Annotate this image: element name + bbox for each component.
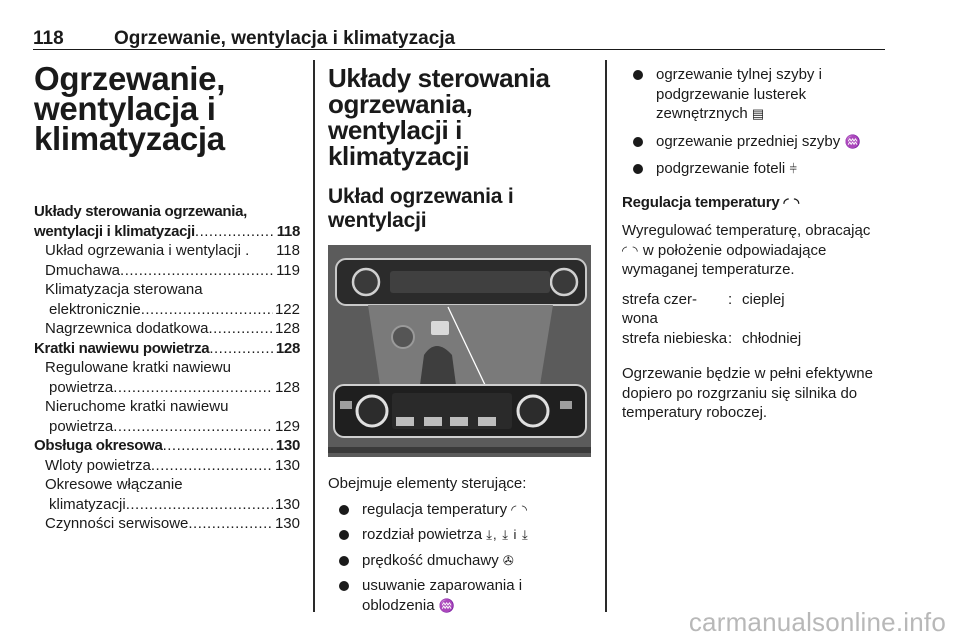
subsection-heading: Układ ogrzewania i wentylacji <box>328 185 514 232</box>
list-item: rozdział powietrza ⤓, ⤓ i ⤓ <box>328 525 592 545</box>
toc-section-entry[interactable]: Obsługa okresowa ..... 130 <box>34 436 300 456</box>
toc-section-entry[interactable]: Kratki nawiewu powietrza ..... 128 <box>34 339 300 359</box>
toc-section-entry[interactable]: wentylacji i klimatyzacji ..... 118 <box>34 222 300 242</box>
temperature-instructions: Wyregulować temperaturę, obracając ◜ ◝ w położenie odpowiadające wymaganej temperaturze. <box>622 222 871 278</box>
toc-item[interactable]: klimatyzacji ..... 130 <box>34 495 300 515</box>
toc-item[interactable]: Czynności serwisowe ..... 130 <box>34 514 300 534</box>
toc-item-line: Klimatyzacja sterowana <box>45 281 203 298</box>
column-divider-1 <box>313 60 315 612</box>
bullet-icon <box>339 530 349 540</box>
section-heading: Układy sterowania ogrzewania, wentylacji i klimatyzacji <box>328 63 550 171</box>
table-of-contents <box>34 202 300 534</box>
temperature-dial-icon: ◜ ◝ <box>783 194 801 210</box>
temperature-dial-icon: ◜ ◝ <box>511 501 528 517</box>
list-item: prędkość dmuchawy ✇ <box>328 551 592 571</box>
controls-column <box>328 60 592 615</box>
watermark: carmanualsonline.info <box>688 607 946 637</box>
temperature-column <box>622 60 888 423</box>
toc-item[interactable]: powietrza ..... 128 <box>34 378 300 398</box>
zone-row: strefa niebieska : chłodniej <box>622 329 802 347</box>
bullet-icon <box>339 556 349 566</box>
heating-list <box>622 65 888 179</box>
control-panel-illustration <box>328 245 591 457</box>
bullet-icon <box>339 581 349 591</box>
zone-definitions <box>622 290 888 349</box>
air-distribution-icon: ⤓, ⤓ i ⤓ <box>486 527 529 542</box>
toc-item-line: Okresowe włączanie <box>45 476 183 493</box>
temperature-dial-icon: ◜ ◝ <box>622 242 639 258</box>
climate-control-panel-photo <box>328 245 591 457</box>
intro-text: Obejmuje elementy sterujące: <box>328 475 527 492</box>
page-header <box>33 14 885 50</box>
list-item: regulacja temperatury ◜ ◝ <box>328 500 592 520</box>
toc-item[interactable]: elektronicznie ..... 122 <box>34 300 300 320</box>
column-divider-2 <box>605 60 607 612</box>
list-item: ogrzewanie tylnej szyby i podgrzewanie lusterek zewnętrznych ▤ <box>622 65 888 124</box>
bullet-icon <box>339 505 349 515</box>
page-number: 118 <box>33 28 64 49</box>
windscreen-heater-icon: ♒ <box>844 133 862 149</box>
temperature-heading: Regulacja temperatury ◜ ◝ <box>622 193 801 211</box>
toc-item[interactable]: Wloty powietrza ..... 130 <box>34 456 300 476</box>
zone-row: strefa czer- wona : cieplej <box>622 290 785 327</box>
chapter-contents-column <box>34 60 300 534</box>
toc-item-line: Regulowane kratki nawiewu <box>45 359 231 376</box>
list-item: usuwanie zaparowania i oblodzenia ♒ <box>328 576 592 615</box>
list-item: ogrzewanie przedniej szyby ♒ <box>622 132 888 152</box>
defrost-icon: ♒ <box>438 597 456 613</box>
toc-item[interactable]: Układ ogrzewania i wentylacji . 118 <box>45 242 300 259</box>
closing-note: Ogrzewanie będzie w pełni efektywne dopiero po rozgrzaniu się silnika do temperatury roboczej. <box>622 365 873 421</box>
bullet-icon <box>633 70 643 80</box>
controls-list <box>328 500 592 616</box>
bullet-icon <box>633 137 643 147</box>
toc-item-line: Nieruchome kratki nawiewu <box>45 398 229 415</box>
bullet-icon <box>633 164 643 174</box>
fan-icon: ✇ <box>502 552 515 568</box>
toc-item[interactable]: powietrza ..... 129 <box>34 417 300 437</box>
seat-heater-icon: ⫩ <box>789 161 798 176</box>
toc-item[interactable]: Dmuchawa ..... 119 <box>34 261 300 281</box>
chapter-title: Ogrzewanie, wentylacja i klimatyzacja <box>34 60 226 157</box>
running-title: Ogrzewanie, wentylacja i klimatyzacja <box>114 28 456 49</box>
toc-item[interactable]: Nagrzewnica dodatkowa ..... 128 <box>34 319 300 339</box>
list-item: podgrzewanie foteli ⫩ <box>622 159 888 179</box>
rear-window-heater-icon: ▤ <box>751 106 766 121</box>
toc-section-title: Układy sterowania ogrzewania, <box>34 203 248 220</box>
